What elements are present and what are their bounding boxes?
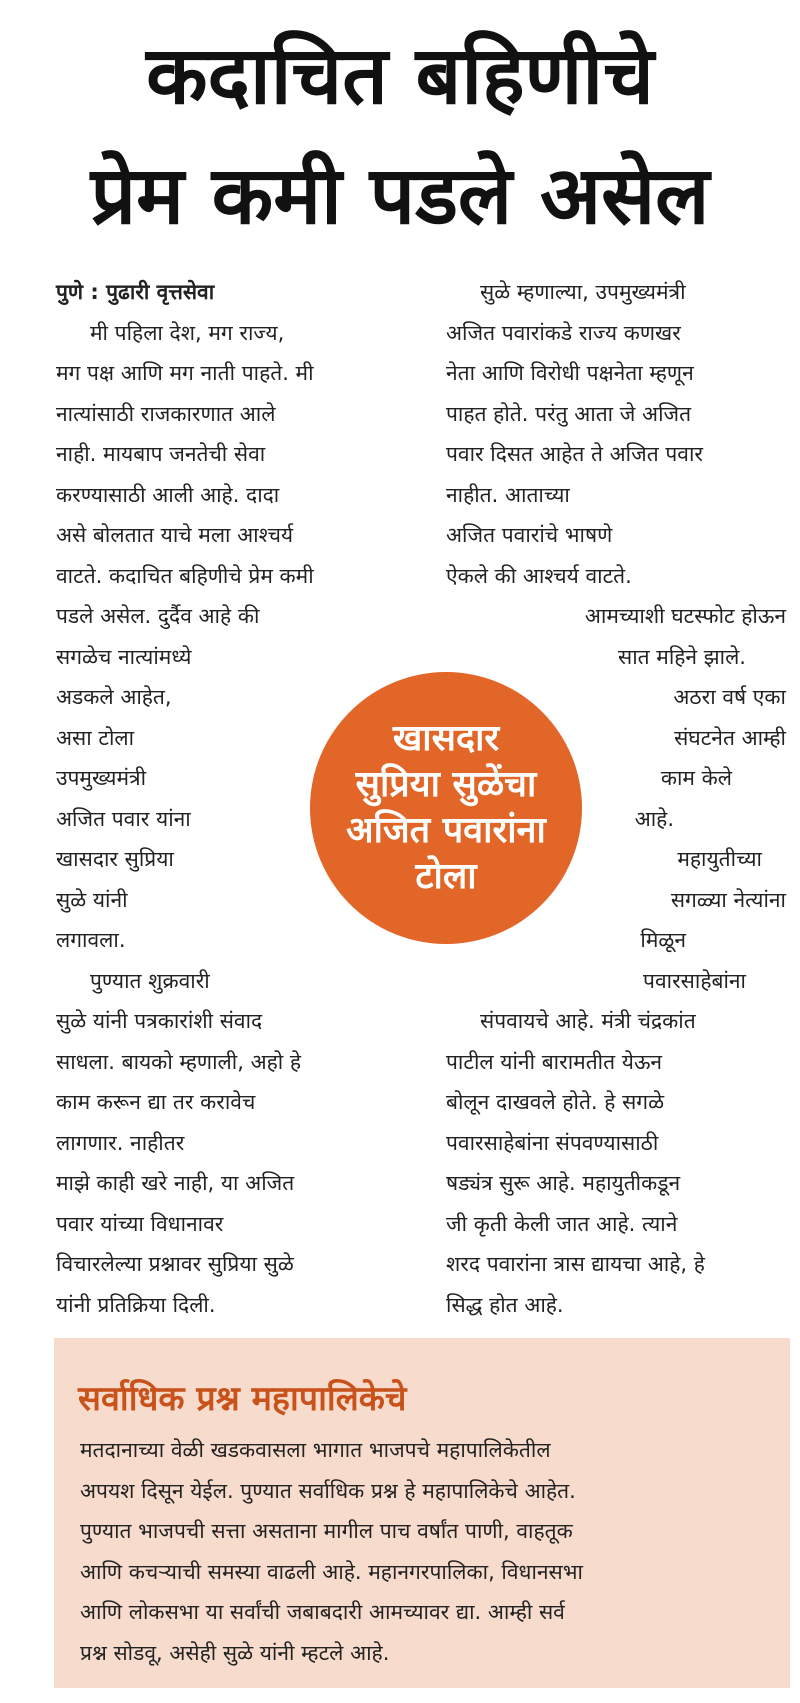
article-line: ऐकले की आश्चर्य वाटते. [446, 563, 632, 588]
article-line: शरद पवारांना त्रास द्यायचा आहे, हे [446, 1252, 705, 1276]
article-line: असे बोलतात याचे मला आश्चर्य [56, 523, 294, 547]
article-line: नात्यांसाठी राजकारणात आले [56, 401, 276, 426]
article-line: आमच्याशी घटस्फोट होऊन [584, 604, 786, 628]
article-line: साधला. बायको म्हणाली, अहो हे [56, 1049, 302, 1074]
article-line: खासदार सुप्रिया [56, 847, 174, 871]
article-line: बोलून दाखवले होते. हे सगळे [446, 1090, 665, 1114]
article-line: वाटते. कदाचित बहिणीचे प्रेम कमी [56, 563, 314, 588]
article-line: अजित पवारांकडे राज्य कणखर [446, 320, 681, 345]
headline-line-2: प्रेम कमी पडले असेल [90, 149, 710, 242]
byline: पुणे : पुढारी वृत्तसेवा [56, 280, 215, 304]
sidebar-line: आणि कचऱ्याची समस्या वाढली आहे. महानगरपालिका, विधानसभा [80, 1559, 583, 1584]
article-line: असा टोला [56, 725, 135, 750]
article-line: पुण्यात शुक्रवारी [90, 968, 210, 993]
article-line: पाहत होते. परंतु आता जे अजित [446, 401, 692, 426]
article-line: पवार दिसत आहेत ते अजित पवार [446, 442, 703, 466]
pullquote-line: खासदार [392, 718, 500, 759]
article-line: महायुतीच्या [677, 847, 762, 871]
pullquote-circle [310, 672, 582, 944]
article-line: पवार यांच्या विधानावर [56, 1211, 224, 1236]
article-line: सगळ्या नेत्यांना [670, 887, 786, 912]
article-line: आहे. [634, 806, 674, 831]
article-line: सुळे यांनी पत्रकारांशी संवाद [56, 1009, 263, 1033]
pullquote-line: अजित पवारांना [346, 810, 546, 851]
article-line: षड्यंत्र सुरू आहे. महायुतीकडून [446, 1171, 681, 1195]
article-line: अजित पवार यांना [56, 806, 191, 831]
article-line: सगळेच नात्यांमध्ये [56, 644, 192, 669]
article-line: नाहीत. आताच्या [446, 482, 570, 507]
article-line: पवारसाहेबांना [643, 968, 746, 993]
sidebar-line: आणि लोकसभा या सर्वांची जबाबदारी आमच्यावर द्या. आम्ही सर्व [80, 1600, 565, 1624]
pullquote-line: टोला [415, 856, 477, 897]
article-line: मग पक्ष आणि मग नाती पाहते. मी [56, 361, 314, 385]
article-line: मिळून [640, 928, 686, 952]
article-line: सुळे यांनी [56, 887, 128, 912]
article-line: पवारसाहेबांना संपवण्यासाठी [446, 1130, 659, 1155]
article-line: पडले असेल. दुर्दैव आहे की [56, 604, 260, 628]
headline-line-1: कदाचित बहिणीचे [146, 29, 654, 122]
article-line: लगावला. [56, 928, 126, 952]
article-line: सिद्ध होत आहे. [446, 1292, 564, 1317]
article-line: लागणार. नाहीतर [56, 1130, 185, 1155]
article-line: अठरा वर्ष एका [673, 685, 786, 709]
article-line: अजित पवारांचे भाषणे [446, 523, 613, 547]
article-line: संपवायचे आहे. मंत्री चंद्रकांत [480, 1009, 696, 1033]
article-line: यांनी प्रतिक्रिया दिली. [56, 1292, 216, 1317]
article-line: अडकले आहेत, [56, 685, 172, 709]
article-line: नाही. मायबाप जनतेची सेवा [56, 442, 266, 466]
article-line: माझे काही खरे नाही, या अजित [56, 1171, 295, 1195]
article-line: उपमुख्यमंत्री [56, 766, 147, 790]
article-line: मी पहिला देश, मग राज्य, [90, 320, 285, 345]
pullquote-line: सुप्रिया सुळेंचा [355, 764, 537, 805]
article-line: नेता आणि विरोधी पक्षनेता म्हणून [446, 361, 694, 385]
article-line: संघटनेत आम्ही [674, 725, 786, 750]
article-line: पाटील यांनी बारामतीत येऊन [446, 1049, 663, 1074]
sidebar-line: पुण्यात भाजपची सत्ता असताना मागील पाच वर्षांत पाणी, वाहतूक [80, 1519, 573, 1543]
sidebar-body [80, 1430, 780, 1673]
sidebar-line: मतदानाच्या वेळी खडकवासला भागात भाजपचे महापालिकेतील [80, 1438, 551, 1462]
sidebar-title: सर्वाधिक प्रश्न महापालिकेचे [78, 1379, 407, 1419]
article-line: करण्यासाठी आली आहे. दादा [56, 482, 280, 507]
article-line: विचारलेल्या प्रश्नावर सुप्रिया सुळे [56, 1252, 294, 1276]
article-line: काम करून द्या तर करावेच [56, 1090, 256, 1114]
article-line: जी कृती केली जात आहे. त्याने [446, 1211, 678, 1236]
article-line: काम केले [660, 766, 732, 790]
sidebar-line: अपयश दिसून येईल. पुण्यात सर्वाधिक प्रश्न हे महापालिकेचे आहेत. [80, 1478, 576, 1503]
article-line: सुळे म्हणाल्या, उपमुख्यमंत्री [480, 280, 686, 304]
article-line: सात महिने झाले. [618, 644, 746, 669]
sidebar-line: प्रश्न सोडवू, असेही सुळे यांनी म्हटले आहे. [80, 1640, 390, 1665]
